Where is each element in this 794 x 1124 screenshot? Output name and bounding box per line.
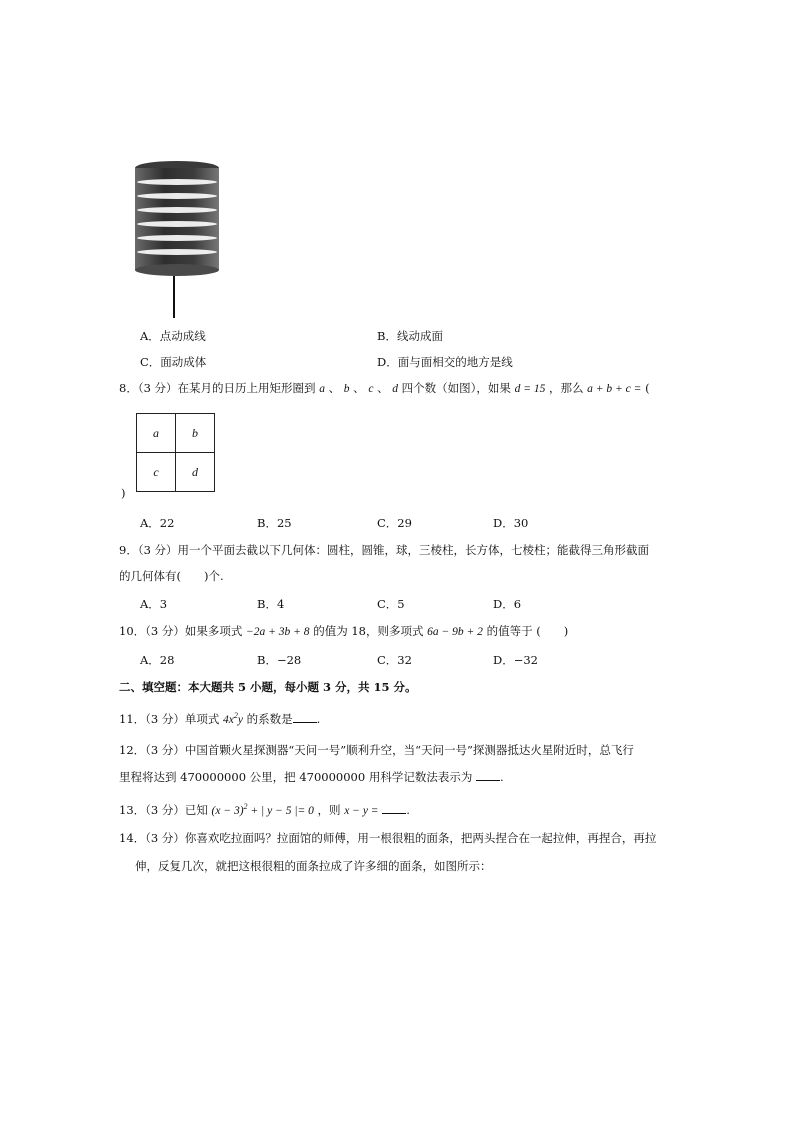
q9-option-d: D．6 [493, 597, 522, 611]
q8-sep1: 、 [328, 381, 341, 395]
section-fill-in-title: 二、填空题：本大题共 5 小题，每小题 3 分，共 15 分。 [119, 680, 417, 694]
q10-option-b: B．−28 [257, 653, 302, 667]
q9-line2: 的几何体有( )个. [119, 569, 224, 583]
grid-cell-a: a [137, 414, 176, 453]
q10-polynomial-2: 6a − 9b + 2 [427, 626, 483, 638]
q10-option-a: A．28 [140, 653, 175, 667]
q8-stem-mid2: ，那么 [548, 381, 584, 395]
q13-stem [119, 799, 410, 819]
q10-mid: 的值为 18，则多项式 [313, 624, 424, 638]
q7-option-a: A．点动成线 [140, 329, 206, 343]
q9-option-a: A．3 [140, 597, 168, 611]
q8-expression: a + b + c = [587, 383, 642, 395]
q8-option-c: C．29 [377, 516, 412, 530]
q7-option-c: C．面动成体 [140, 355, 207, 369]
calendar-grid [136, 413, 215, 492]
q10-option-c: C．32 [377, 653, 412, 667]
q13-ask: x − y = [344, 804, 379, 817]
q11-suffix: 的系数是 [246, 711, 293, 726]
q11-mono-tail: y [237, 713, 243, 726]
q11-prefix: 11．（3 分）单项式 [119, 711, 220, 726]
q8-var-d: d [392, 383, 398, 395]
q7-option-b: B．线动成面 [377, 329, 443, 343]
q13-expr-exponent: 2 [243, 802, 248, 811]
q13-expr-tail: + | y − 5 |= 0 [247, 804, 314, 817]
q10-option-d: D．−32 [493, 653, 538, 667]
q9-line1: 9．（3 分）用一个平面去截以下几何体：圆柱，圆锥，球，三棱柱，长方体，七棱柱；能截得三角形截面 [119, 543, 650, 557]
q7-option-d: D．面与面相交的地方是线 [377, 355, 513, 369]
q13-mid: ，则 [317, 802, 341, 817]
q11-stem [119, 708, 320, 728]
q12-line2 [119, 769, 504, 785]
q8-var-a: a [319, 383, 325, 395]
q11-answer-blank[interactable] [293, 711, 317, 723]
q10-polynomial-1: −2a + 3b + 8 [246, 626, 310, 638]
q12-end: . [499, 770, 504, 784]
q8-sep2: 、 [353, 381, 365, 395]
q11-monomial [223, 711, 243, 726]
q13-prefix: 13．（3 分）已知 [119, 802, 208, 817]
q13-answer-blank[interactable] [382, 802, 406, 814]
q8-stem-start: 8．（3 分）在某月的日历上用矩形圈到 [119, 381, 316, 395]
lantern-figure [134, 160, 224, 320]
q8-option-a: A．22 [140, 516, 175, 530]
grid-cell-c: c [137, 453, 176, 492]
q12-line1: 12．（3 分）中国首颗火星探测器“天问一号”顺利升空，当“天问一号”探测器抵达火星附近时，总飞行 [119, 743, 634, 757]
q14-line2: 伸，反复几次，就把这根很粗的面条拉成了许多细的面条，如图所示： [135, 859, 492, 873]
q8-var-b: b [343, 383, 350, 395]
q13-expression [211, 802, 314, 817]
q11-mono-base: 4x [223, 713, 234, 726]
q11-end: . [316, 711, 321, 726]
q9-option-b: B．4 [257, 597, 285, 611]
q9-option-c: C．5 [377, 597, 405, 611]
q8-option-d: D．30 [493, 516, 529, 530]
q13-end: . [406, 802, 410, 817]
q8-option-b: B．25 [257, 516, 292, 530]
q10-prefix: 10．（3 分）如果多项式 [119, 624, 243, 638]
q13-expr-base: (x − 3) [211, 804, 244, 817]
q12-answer-blank[interactable] [476, 769, 500, 781]
q10-suffix: 的值等于 ( ) [486, 624, 569, 638]
q8-sep3: 、 [377, 381, 389, 395]
q12-line2-prefix: 里程将达到 470000000 公里，把 470000000 用科学记数法表示为 [119, 770, 473, 784]
grid-cell-d: d [176, 453, 215, 492]
q8-paren-close: ) [121, 486, 126, 500]
q8-stem [119, 380, 650, 397]
q8-stem-mid: 四个数（如图），如果 [401, 381, 511, 395]
q8-paren-open: ( [645, 381, 650, 395]
q8-var-c: c [368, 383, 374, 395]
q10-stem [119, 623, 568, 640]
q11-mono-exponent: 2 [233, 711, 238, 720]
grid-cell-b: b [176, 414, 215, 453]
q8-condition: d = 15 [514, 383, 546, 395]
q14-line1: 14．（3 分）你喜欢吃拉面吗？拉面馆的师傅，用一根很粗的面条，把两头捏合在一起拉伸，再捏合，再拉 [119, 831, 657, 845]
